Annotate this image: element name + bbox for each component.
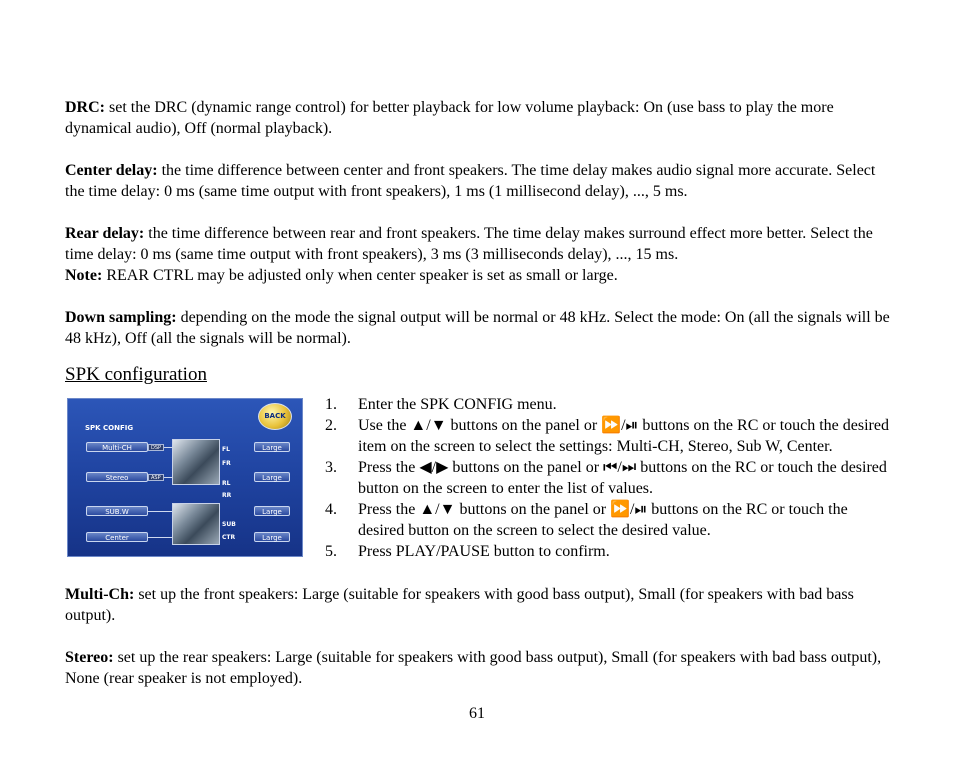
osd-back-button: BACK — [258, 403, 292, 430]
step-text: Press PLAY/PAUSE button to confirm. — [358, 543, 610, 560]
down-sampling-text: depending on the mode the signal output will be normal or 48 kHz. Select the mode: On (all the signals will be 48 kHz), Off (all the signals will be normal). — [65, 309, 890, 347]
multi-ch-text: set up the front speakers: Large (suitable for speakers with good bass output), Small (for speakers with bad bass output). — [65, 586, 854, 624]
list-item — [325, 415, 895, 457]
multi-ch-paragraph — [65, 584, 895, 626]
sub-speaker-image — [172, 503, 220, 545]
channel-fl-label: FL — [222, 446, 230, 453]
osd-multi-ch-button: Multi-CH — [86, 442, 148, 452]
center-delay-term: Center delay: — [65, 162, 158, 179]
osd-connector — [164, 447, 172, 448]
channel-ctr-label: CTR — [222, 534, 236, 541]
osd-connector — [148, 511, 172, 512]
list-item — [325, 394, 895, 415]
down-sampling-paragraph — [65, 307, 895, 349]
osd-asp-tag: ASP — [148, 474, 164, 481]
step-text: Use the ▲/▼ buttons on the panel or ⏩/⏯ buttons on the RC or touch the desired item on the screen to select the settings: Multi-CH, Stereo, Sub W, Center. — [358, 417, 889, 455]
multi-ch-term: Multi-Ch: — [65, 586, 135, 603]
osd-center-large-button: Large — [254, 532, 290, 542]
rear-delay-paragraph — [65, 223, 895, 265]
section-heading: SPK configuration — [65, 364, 207, 385]
step-number: 5. — [325, 543, 337, 560]
center-delay-paragraph — [65, 160, 895, 202]
down-sampling-term: Down sampling: — [65, 309, 177, 326]
note-term: Note: — [65, 267, 103, 284]
page-number: 61 — [469, 705, 485, 722]
stereo-paragraph — [65, 647, 895, 689]
list-item — [325, 541, 895, 562]
list-item — [325, 499, 895, 541]
osd-connector — [148, 537, 172, 538]
step-text: Press the ▲/▼ buttons on the panel or ⏩/⏯ buttons on the RC or touch the desired button on the screen to select the desired value. — [358, 501, 848, 539]
document-body — [65, 97, 895, 689]
step-number: 4. — [325, 501, 337, 518]
front-speaker-image — [172, 439, 220, 485]
drc-term: DRC: — [65, 99, 105, 116]
step-text: Enter the SPK CONFIG menu. — [358, 396, 557, 413]
drc-paragraph — [65, 97, 895, 139]
osd-center-button: Center — [86, 532, 148, 542]
stereo-term: Stereo: — [65, 649, 114, 666]
drc-text: set the DRC (dynamic range control) for better playback for low volume playback: On (use bass to play the more dynamical audio), Off (normal playback). — [65, 99, 834, 137]
channel-rr-label: RR — [222, 492, 232, 499]
channel-rl-label: RL — [222, 480, 231, 487]
osd-title: SPK CONFIG — [85, 424, 134, 432]
list-item — [325, 457, 895, 499]
osd-dsp-tag: DSP — [148, 444, 164, 451]
rear-delay-term: Rear delay: — [65, 225, 145, 242]
note-paragraph — [65, 265, 895, 286]
osd-stereo-button: Stereo — [86, 472, 148, 482]
channel-sub-label: SUB — [222, 521, 236, 528]
osd-front-large-button: Large — [254, 442, 290, 452]
osd-connector — [164, 477, 172, 478]
osd-subw-button: SUB.W — [86, 506, 148, 516]
channel-fr-label: FR — [222, 460, 231, 467]
center-delay-text: the time difference between center and front speakers. The time delay makes audio signal more accurate. Select the time delay: 0 ms (same time output with front speakers), 1 ms (1 millisecond delay), ..., 5 ms. — [65, 162, 876, 200]
step-text: Press the ◀/▶ buttons on the panel or ⏮/⏭ buttons on the RC or touch the desired button on the screen to enter the list of values. — [358, 459, 887, 497]
stereo-text: set up the rear speakers: Large (suitable for speakers with good bass output), Small (for speakers with bad bass output), None (rear speaker is not employed). — [65, 649, 882, 687]
rear-delay-text: the time difference between rear and front speakers. The time delay makes surround effect more better. Select the time delay: 0 ms (same time output with front speakers), 3 ms (3 milliseconds delay), ..., 15 ms. — [65, 225, 873, 263]
step-number: 3. — [325, 459, 337, 476]
step-number: 2. — [325, 417, 337, 434]
spk-config-screenshot — [67, 398, 303, 557]
note-text: REAR CTRL may be adjusted only when center speaker is set as small or large. — [102, 267, 618, 284]
spk-config-section — [65, 394, 895, 584]
osd-sub-large-button: Large — [254, 506, 290, 516]
steps-list — [325, 394, 895, 562]
step-number: 1. — [325, 396, 337, 413]
osd-rear-large-button: Large — [254, 472, 290, 482]
